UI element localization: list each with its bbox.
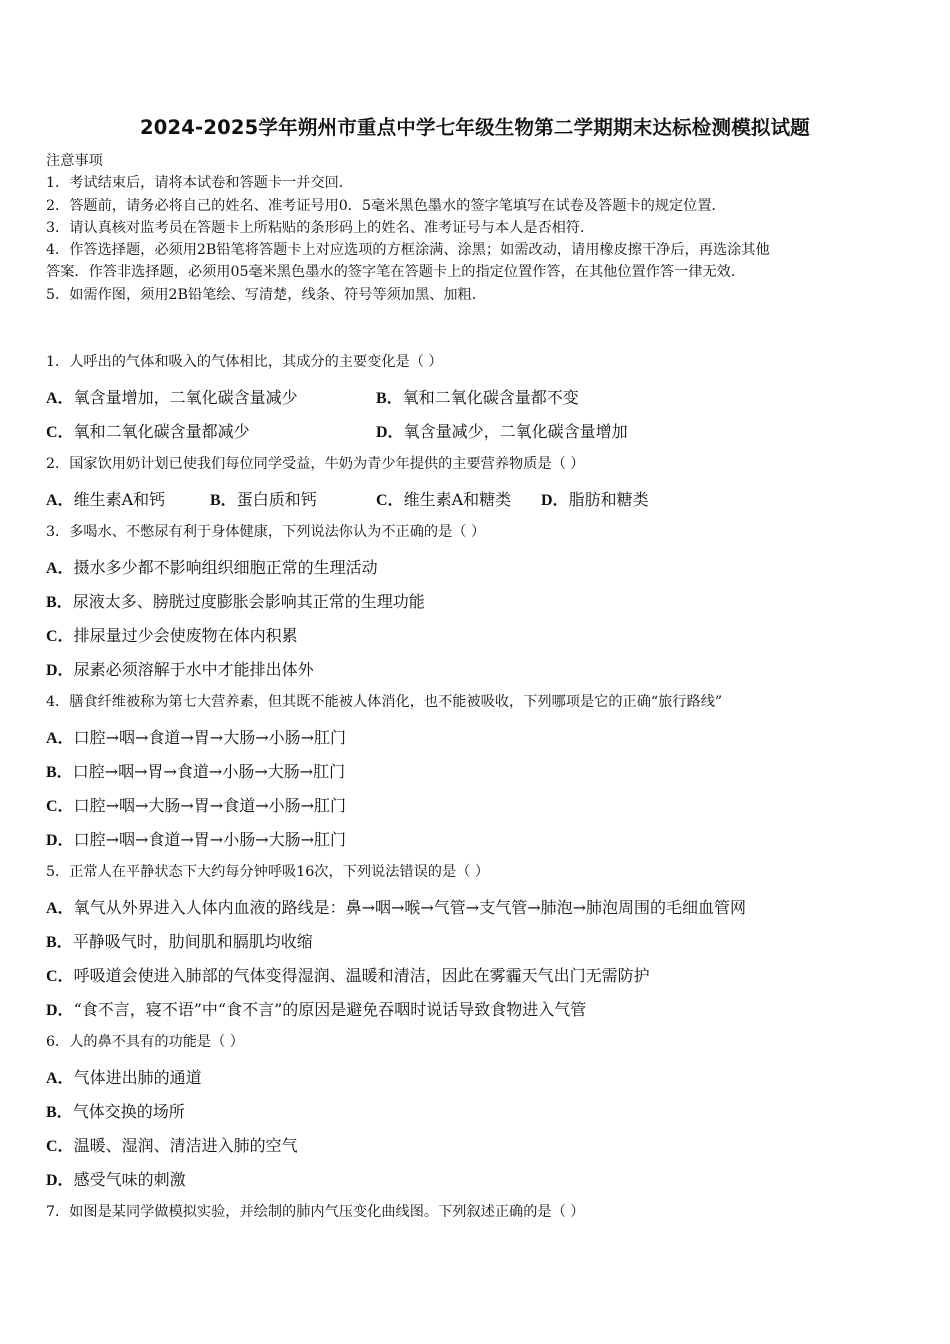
question-2-option-d (541, 487, 649, 510)
question-2-option-b (210, 487, 317, 510)
notice-line: 答案．作答非选择题，必须用05毫米黑色墨水的签字笔在答题卡上的指定位置作答，在其他位置作答一律无效． (46, 264, 746, 281)
question-5-option-b (46, 929, 313, 952)
option-label: A． (46, 560, 74, 577)
question-3-stem: 3．多喝水、不憋尿有利于身体健康，下列说法你认为不正确的是（ ） (46, 524, 486, 540)
option-text: 平静吸气时，肋间肌和膈肌均收缩 (72, 932, 313, 951)
option-text: 口腔→咽→食道→胃→大肠→小肠→肛门 (73, 728, 347, 747)
option-text: 气体进出肺的通道 (73, 1068, 202, 1087)
question-5-option-d (46, 997, 586, 1020)
option-text: 尿液太多、膀胱过度膨胀会影响其正常的生理功能 (72, 592, 425, 611)
option-text: 排尿量过少会使废物在体内积累 (73, 626, 298, 645)
notice-line: 5．如需作图，须用2B铅笔绘、写清楚，线条、符号等须加黑、加粗． (46, 286, 486, 303)
option-text: “食不言，寝不语”中“食不言”的原因是避免吞咽时说话导致食物进入气管 (73, 1000, 587, 1019)
option-label: D． (46, 1172, 74, 1189)
question-4-stem: 4．膳食纤维被称为第七大营养素，但其既不能被人体消化，也不能被吸收，下列哪项是它的正确“旅行路线” (46, 694, 723, 710)
option-text: 蛋白质和钙 (236, 490, 317, 509)
notice-section (46, 150, 906, 306)
option-text: 气体交换的场所 (72, 1102, 185, 1121)
question-1-option-b (376, 385, 579, 408)
option-text: 温暖、湿润、清洁进入肺的空气 (73, 1136, 298, 1155)
option-label: C． (46, 798, 74, 815)
exam-title: 2024-2025学年朔州市重点中学七年级生物第二学期期末达标检测模拟试题 (139, 116, 811, 139)
option-text: 脂肪和糖类 (568, 490, 649, 509)
option-label: D． (46, 832, 74, 849)
question-3-option-c (46, 623, 298, 646)
option-text: 摄水多少都不影响组织细胞正常的生理活动 (73, 558, 378, 577)
option-label: C． (46, 968, 74, 985)
option-text: 维生素A和钙 (73, 490, 166, 509)
option-label: B． (46, 594, 73, 611)
question-5-stem: 5．正常人在平静状态下大约每分钟呼吸16次，下列说法错误的是（ ） (46, 864, 490, 880)
option-label: C． (376, 492, 404, 509)
option-text: 感受气味的刺激 (73, 1170, 186, 1189)
option-label: D． (541, 492, 569, 509)
question-6-option-a (46, 1065, 202, 1088)
notice-line: 3．请认真核对监考员在答题卡上所粘贴的条形码上的姓名、准考证号与本人是否相符． (46, 219, 595, 236)
notice-line: 4．作答选择题，必须用2B铅笔将答题卡上对应选项的方框涂满、涂黑；如需改动，请用橡皮擦干净后，再选涂其他 (46, 242, 770, 259)
question-3-option-d (46, 657, 314, 680)
option-text: 氧和二氧化碳含量都不变 (402, 388, 579, 407)
question-5-option-a (46, 895, 746, 918)
question-2-stem: 2．国家饮用奶计划已使我们每位同学受益，牛奶为青少年提供的主要营养物质是（ ） (46, 456, 585, 472)
question-4-option-d (46, 827, 346, 850)
question-5-option-c (46, 963, 650, 986)
question-3-option-a (46, 555, 378, 578)
question-1-option-a (46, 385, 298, 408)
question-6-option-b (46, 1099, 185, 1122)
option-label: B． (376, 390, 403, 407)
question-1-stem: 1．人呼出的气体和吸入的气体相比，其成分的主要变化是（ ） (46, 354, 443, 370)
notice-line: 1．考试结束后，请将本试卷和答题卡一并交回． (46, 175, 353, 192)
option-text: 口腔→咽→胃→食道→小肠→大肠→肛门 (72, 762, 346, 781)
option-label: C． (46, 628, 74, 645)
option-label: B． (46, 1104, 73, 1121)
notice-line: 2．答题前，请务必将自己的姓名、准考证号用0．5毫米黑色墨水的签字笔填写在试卷及答题卡的规定位置． (46, 197, 726, 214)
question-4-option-c (46, 793, 346, 816)
option-text: 氧含量增加，二氧化碳含量减少 (73, 388, 298, 407)
question-1-option-d (376, 419, 628, 442)
question-4-option-a (46, 725, 346, 748)
option-label: A． (46, 900, 74, 917)
option-label: D． (46, 1002, 74, 1019)
option-label: C． (46, 1138, 74, 1155)
question-1-option-c (46, 419, 250, 442)
question-4-option-b (46, 759, 345, 782)
option-label: D． (46, 662, 74, 679)
option-label: B． (46, 934, 73, 951)
option-label: A． (46, 390, 74, 407)
option-text: 氧和二氧化碳含量都减少 (73, 422, 250, 441)
question-2-option-a (46, 487, 165, 510)
question-7-stem: 7．如图是某同学做模拟实验，并绘制的肺内气压变化曲线图。下列叙述正确的是（ ） (46, 1204, 585, 1220)
option-text: 氧气从外界进入人体内血液的路线是：鼻→咽→喉→气管→支气管→肺泡→肺泡周围的毛细血管网 (73, 898, 747, 917)
question-6-stem: 6．人的鼻不具有的功能是（ ） (46, 1034, 244, 1050)
notice-heading: 注意事项 (46, 153, 103, 169)
option-label: B． (210, 492, 237, 509)
option-text: 口腔→咽→食道→胃→小肠→大肠→肛门 (73, 830, 347, 849)
option-label: A． (46, 492, 74, 509)
option-label: A． (46, 730, 74, 747)
question-2-option-c (376, 487, 511, 510)
question-3-option-b (46, 589, 425, 612)
option-label: C． (46, 424, 74, 441)
option-label: D． (376, 424, 404, 441)
option-text: 维生素A和糖类 (403, 490, 512, 509)
option-label: B． (46, 764, 73, 781)
option-text: 口腔→咽→大肠→胃→食道→小肠→肛门 (73, 796, 347, 815)
option-text: 尿素必须溶解于水中才能排出体外 (73, 660, 314, 679)
option-text: 氧含量减少，二氧化碳含量增加 (403, 422, 628, 441)
question-6-option-c (46, 1133, 298, 1156)
option-label: A． (46, 1070, 74, 1087)
question-6-option-d (46, 1167, 186, 1190)
option-text: 呼吸道会使进入肺部的气体变得湿润、温暖和清洁，因此在雾霾天气出门无需防护 (73, 966, 650, 985)
